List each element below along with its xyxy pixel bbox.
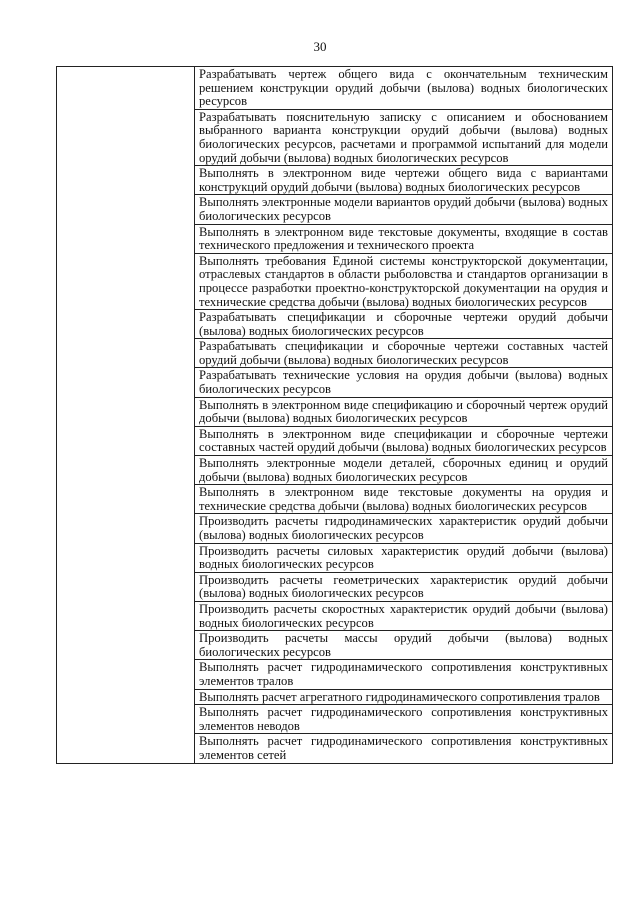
cell-text: Разрабатывать спецификации и сборочные чертежи орудий добычи (вылова) водных биологических ресурсов — [199, 310, 608, 338]
table-cell — [195, 368, 613, 397]
table-cell — [195, 109, 613, 165]
table-cell — [195, 485, 613, 514]
cell-text: Разрабатывать технические условия на орудия добычи (вылова) водных биологических ресурсов — [199, 368, 608, 397]
cell-text: Выполнять требования Единой системы конструкторской документации, отраслевых стандартов в области рыболовства и стандартов организации в процессе разработки проектно-конструкторской документации на орудия и технические средства добычи (вылова) водных биологических ресурсов — [199, 253, 608, 309]
cell-text: Выполнять в электронном виде спецификацию и сборочный чертеж орудий добычи (вылова) водных биологических ресурсов — [199, 397, 608, 426]
table-cell — [195, 543, 613, 572]
cell-text: Производить расчеты геометрических характеристик орудий добычи (вылова) водных биологических ресурсов — [199, 572, 608, 601]
table-cell — [195, 166, 613, 195]
cell-text: Выполнять в электронном виде текстовые документы на орудия и технические средства добычи (вылова) водных биологических ресурсов — [199, 485, 608, 513]
table-row — [57, 67, 613, 110]
table-cell — [195, 224, 613, 253]
cell-text: Выполнять в электронном виде текстовые документы, входящие в состав технического предложения и технического проекта — [199, 224, 608, 253]
table-cell — [195, 456, 613, 485]
cell-text: Выполнять расчет агрегатного гидродинамического сопротивления тралов — [199, 689, 600, 704]
cell-text: Разрабатывать чертеж общего вида с окончательным техническим решением конструкции орудий добычи (вылова) водных биологических ресурсов — [199, 67, 608, 109]
cell-text: Производить расчеты силовых характеристик орудий добычи (вылова) водных биологических ресурсов — [199, 543, 608, 572]
cell-text: Разрабатывать пояснительную записку с описанием и обоснованием выбранного варианта конструкции орудий добычи (вылова) водных биологических ресурсов, расчетами и программой испытаний для модели орудий добычи (вылова) водных биологических ресурсов — [199, 109, 608, 165]
page-number: 30 — [313, 39, 327, 54]
table-cell — [195, 339, 613, 368]
cell-text: Выполнять расчет гидродинамического сопротивления конструктивных элементов сетей — [199, 734, 608, 762]
table-cell — [195, 572, 613, 601]
table-cell — [195, 660, 613, 689]
table-cell — [195, 705, 613, 734]
cell-text: Выполнять электронные модели деталей, сборочных единиц и орудий добычи (вылова) водных биологических ресурсов — [199, 456, 608, 484]
cell-text: Выполнять расчет гидродинамического сопротивления конструктивных элементов неводов — [199, 705, 608, 733]
table-cell — [195, 67, 613, 110]
cell-text: Разрабатывать спецификации и сборочные чертежи составных частей орудий добычи (вылова) водных биологических ресурсов — [199, 339, 608, 367]
cell-text: Производить расчеты массы орудий добычи (вылова) водных биологических ресурсов — [199, 631, 608, 659]
table-cell — [195, 734, 613, 763]
table-cell — [195, 631, 613, 660]
cell-text: Производить расчеты скоростных характеристик орудий добычи (вылова) водных биологических ресурсов — [199, 601, 608, 630]
left-column-cell — [57, 67, 195, 764]
table-cell — [195, 253, 613, 309]
cell-text: Выполнять расчет гидродинамического сопротивления конструктивных элементов тралов — [199, 660, 608, 688]
table-cell — [195, 426, 613, 455]
cell-text: Выполнять в электронном виде спецификации и сборочные чертежи составных частей орудий добычи (вылова) водных биологических ресурсов — [199, 426, 608, 455]
table-cell — [195, 689, 613, 705]
requirements-table — [56, 66, 613, 764]
table-cell — [195, 397, 613, 426]
table-cell — [195, 514, 613, 543]
table-cell — [195, 310, 613, 339]
cell-text: Производить расчеты гидродинамических характеристик орудий добычи (вылова) водных биологических ресурсов — [199, 514, 608, 542]
cell-text: Выполнять в электронном виде чертежи общего вида с вариантами конструкций орудий добычи (вылова) водных биологических ресурсов — [199, 166, 608, 194]
table-cell — [195, 601, 613, 630]
cell-text: Выполнять электронные модели вариантов орудий добычи (вылова) водных биологических ресурсов — [199, 195, 608, 223]
table-cell — [195, 195, 613, 224]
